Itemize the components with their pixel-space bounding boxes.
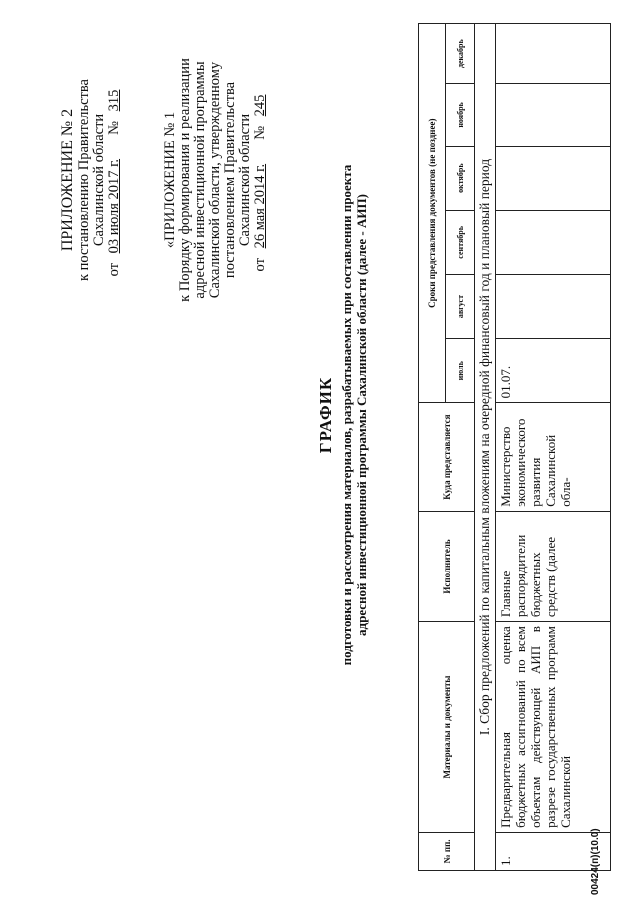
row-july: 01.07. xyxy=(496,339,611,403)
appendix-1-title: «ПРИЛОЖЕНИЕ № 1 xyxy=(162,111,178,249)
header-month: октябрь xyxy=(446,146,475,210)
row-materials: Предварительная оценка бюджетных ассигнований по всем объектам действующей АИП в разрезе государственных программ Сахалинской xyxy=(496,622,611,833)
appendix-1-line: постановлением Правительства xyxy=(222,81,238,279)
footer-code: 00424(п)(10.0) xyxy=(590,828,601,895)
document-title: ГРАФИК xyxy=(316,376,335,454)
row-october xyxy=(496,146,611,210)
appendix-1-line: Сахалинской области xyxy=(237,113,253,247)
header-deadlines: Сроки представления документов (не позднее) xyxy=(419,24,446,403)
appendix-2-date: 03 июля 2017 г. xyxy=(106,158,122,254)
appendix-1-line: Сахалинской области, утвержденному xyxy=(207,61,223,299)
header-month: сентябрь xyxy=(446,210,475,274)
appendix-2-title: ПРИЛОЖЕНИЕ № 2 xyxy=(59,108,76,252)
header-month: декабрь xyxy=(446,24,475,84)
appendix-1-line: к Порядку формирования и реализации xyxy=(177,58,193,302)
header-month: ноябрь xyxy=(446,84,475,146)
table-header-row xyxy=(419,24,446,871)
appendix-1-block xyxy=(163,15,268,345)
appendix-1-date-line xyxy=(253,15,268,345)
row-november xyxy=(496,84,611,146)
appendix-2-number: 315 xyxy=(106,89,122,112)
appendix-2-line1: к постановлению Правительства xyxy=(76,79,92,281)
appendix-2-block xyxy=(60,15,122,345)
schedule-table xyxy=(418,23,611,871)
section-row xyxy=(475,24,496,871)
row-september xyxy=(496,210,611,274)
document-heading xyxy=(318,45,369,785)
number-label: № xyxy=(106,120,122,135)
appendix-1-line: адресной инвестиционной программы xyxy=(192,61,208,299)
header-month: июль xyxy=(446,339,475,403)
header-month: август xyxy=(446,274,475,338)
appendix-2-line2: Сахалинской области xyxy=(91,113,107,247)
header-materials: Материалы и документы xyxy=(419,622,475,833)
row-destination: Министерство экономического развития Сахалинской обла- xyxy=(496,403,611,511)
header-num: № пп. xyxy=(419,832,475,870)
row-executor: Главные распорядители бюджетных средств (далее xyxy=(496,511,611,621)
row-august xyxy=(496,274,611,338)
table-row xyxy=(496,24,611,871)
header-destination: Куда представляется xyxy=(419,403,475,511)
number-label: № xyxy=(252,125,268,140)
from-label: от xyxy=(252,258,268,272)
appendix-1-number: 245 xyxy=(252,94,268,117)
appendix-1-date: 26 мая 2014 г. xyxy=(252,163,268,249)
header-executor: Исполнитель xyxy=(419,511,475,621)
document-subtitle-2: адресной инвестиционной программы Сахалинской области (далее - АИП) xyxy=(354,194,369,636)
section-title: I. Сбор предложений по капитальным вложениям на очередной финансовый год и плановый период xyxy=(475,24,496,871)
row-december xyxy=(496,24,611,84)
row-num: 1. xyxy=(496,832,611,870)
appendix-2-date-line xyxy=(107,15,122,345)
document-subtitle-1: подготовки и рассмотрения материалов, разрабатываемых при составлении проекта xyxy=(339,164,354,666)
from-label: от xyxy=(106,263,122,277)
